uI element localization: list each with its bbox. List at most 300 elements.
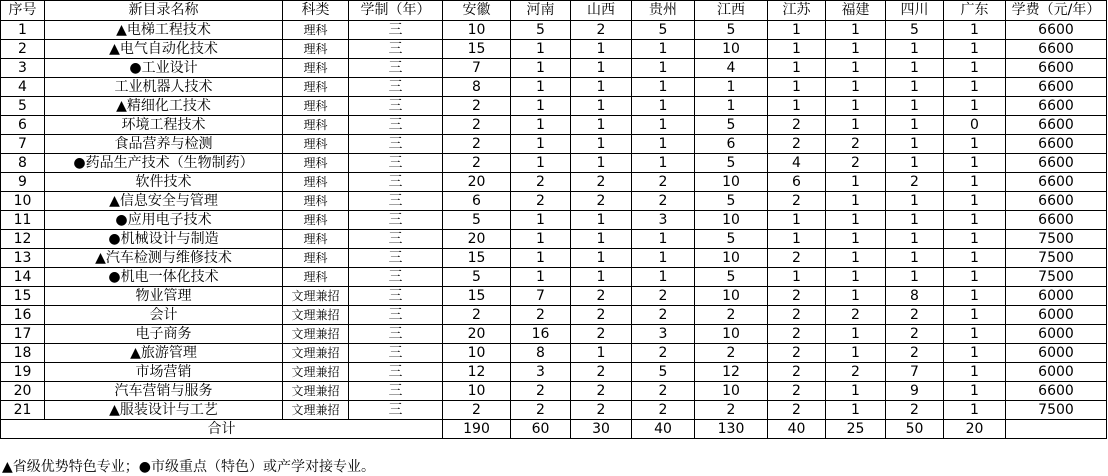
quota-sichuan: 1 xyxy=(886,192,944,211)
major-name: 物业管理 xyxy=(45,287,283,306)
duration: 三 xyxy=(349,344,443,363)
quota-guangdong: 1 xyxy=(944,363,1006,382)
quota-jiangxi: 10 xyxy=(695,211,768,230)
subject-type: 理科 xyxy=(283,135,349,154)
major-name: ▲电气自动化技术 xyxy=(45,40,283,59)
quota-jiangsu: 2 xyxy=(768,306,826,325)
major-name: ●药品生产技术（生物制药） xyxy=(45,154,283,173)
total-cell: 60 xyxy=(511,420,571,439)
quota-jiangxi: 10 xyxy=(695,40,768,59)
quota-guangdong: 1 xyxy=(944,154,1006,173)
quota-shanxi: 1 xyxy=(571,268,632,287)
row-index: 20 xyxy=(1,382,45,401)
quota-guizhou: 1 xyxy=(632,97,695,116)
table-row xyxy=(1,40,1107,59)
row-index: 15 xyxy=(1,287,45,306)
column-header: 学费（元/年） xyxy=(1006,1,1107,21)
quota-henan: 1 xyxy=(511,59,571,78)
quota-fujian: 1 xyxy=(826,97,886,116)
major-name: 软件技术 xyxy=(45,173,283,192)
quota-anhui: 2 xyxy=(443,154,511,173)
quota-henan: 1 xyxy=(511,154,571,173)
subject-type: 文理兼招 xyxy=(283,325,349,344)
major-name: 市场营销 xyxy=(45,363,283,382)
tuition: 6600 xyxy=(1006,116,1107,135)
quota-sichuan: 2 xyxy=(886,306,944,325)
column-header: 四川 xyxy=(886,1,944,21)
quota-shanxi: 1 xyxy=(571,40,632,59)
tuition: 6600 xyxy=(1006,59,1107,78)
column-header: 学制（年） xyxy=(349,1,443,21)
quota-henan: 2 xyxy=(511,382,571,401)
tuition: 7500 xyxy=(1006,249,1107,268)
quota-guizhou: 2 xyxy=(632,173,695,192)
quota-jiangxi: 10 xyxy=(695,287,768,306)
quota-henan: 5 xyxy=(511,21,571,40)
quota-jiangxi: 1 xyxy=(695,97,768,116)
tuition: 6600 xyxy=(1006,97,1107,116)
quota-shanxi: 2 xyxy=(571,306,632,325)
subject-type: 理科 xyxy=(283,268,349,287)
quota-guangdong: 1 xyxy=(944,268,1006,287)
quota-henan: 1 xyxy=(511,268,571,287)
duration: 三 xyxy=(349,382,443,401)
row-index: 21 xyxy=(1,401,45,420)
quota-guangdong: 0 xyxy=(944,116,1006,135)
row-index: 2 xyxy=(1,40,45,59)
quota-guizhou: 1 xyxy=(632,59,695,78)
quota-anhui: 15 xyxy=(443,287,511,306)
subject-type: 理科 xyxy=(283,21,349,40)
quota-henan: 1 xyxy=(511,211,571,230)
quota-shanxi: 1 xyxy=(571,78,632,97)
quota-anhui: 12 xyxy=(443,363,511,382)
column-header: 河南 xyxy=(511,1,571,21)
quota-guizhou: 1 xyxy=(632,135,695,154)
major-name: 会计 xyxy=(45,306,283,325)
quota-anhui: 10 xyxy=(443,21,511,40)
subject-type: 文理兼招 xyxy=(283,344,349,363)
table-row xyxy=(1,154,1107,173)
subject-type: 文理兼招 xyxy=(283,401,349,420)
quota-sichuan: 1 xyxy=(886,59,944,78)
tuition: 7500 xyxy=(1006,268,1107,287)
subject-type: 理科 xyxy=(283,40,349,59)
quota-fujian: 1 xyxy=(826,230,886,249)
quota-guizhou: 2 xyxy=(632,382,695,401)
duration: 三 xyxy=(349,40,443,59)
tuition: 6600 xyxy=(1006,21,1107,40)
table-row xyxy=(1,363,1107,382)
quota-fujian: 2 xyxy=(826,306,886,325)
quota-guangdong: 1 xyxy=(944,97,1006,116)
column-header: 新目录名称 xyxy=(45,1,283,21)
quota-jiangsu: 4 xyxy=(768,154,826,173)
row-index: 16 xyxy=(1,306,45,325)
quota-anhui: 2 xyxy=(443,135,511,154)
quota-henan: 8 xyxy=(511,344,571,363)
major-name: ●机电一体化技术 xyxy=(45,268,283,287)
quota-guizhou: 5 xyxy=(632,21,695,40)
quota-jiangsu: 1 xyxy=(768,211,826,230)
quota-jiangxi: 10 xyxy=(695,382,768,401)
quota-henan: 3 xyxy=(511,363,571,382)
total-cell: 40 xyxy=(768,420,826,439)
table-row xyxy=(1,325,1107,344)
quota-fujian: 1 xyxy=(826,401,886,420)
quota-guizhou: 2 xyxy=(632,344,695,363)
quota-sichuan: 1 xyxy=(886,230,944,249)
table-body xyxy=(1,21,1107,420)
quota-shanxi: 1 xyxy=(571,97,632,116)
quota-anhui: 6 xyxy=(443,192,511,211)
quota-fujian: 1 xyxy=(826,192,886,211)
quota-anhui: 20 xyxy=(443,173,511,192)
total-row xyxy=(1,420,1107,439)
tuition: 7500 xyxy=(1006,230,1107,249)
total-cell: 20 xyxy=(944,420,1006,439)
duration: 三 xyxy=(349,21,443,40)
table-row xyxy=(1,344,1107,363)
quota-jiangxi: 10 xyxy=(695,325,768,344)
quota-jiangxi: 5 xyxy=(695,192,768,211)
major-name: ▲信息安全与管理 xyxy=(45,192,283,211)
quota-guangdong: 1 xyxy=(944,78,1006,97)
row-index: 19 xyxy=(1,363,45,382)
quota-jiangsu: 2 xyxy=(768,401,826,420)
row-index: 7 xyxy=(1,135,45,154)
table-row xyxy=(1,135,1107,154)
quota-jiangsu: 2 xyxy=(768,344,826,363)
row-index: 14 xyxy=(1,268,45,287)
duration: 三 xyxy=(349,135,443,154)
quota-guizhou: 1 xyxy=(632,268,695,287)
duration: 三 xyxy=(349,97,443,116)
column-header: 山西 xyxy=(571,1,632,21)
quota-shanxi: 1 xyxy=(571,135,632,154)
quota-anhui: 10 xyxy=(443,344,511,363)
quota-henan: 1 xyxy=(511,40,571,59)
quota-guizhou: 2 xyxy=(632,401,695,420)
quota-guangdong: 1 xyxy=(944,325,1006,344)
quota-fujian: 1 xyxy=(826,78,886,97)
quota-anhui: 7 xyxy=(443,59,511,78)
quota-jiangsu: 1 xyxy=(768,40,826,59)
quota-guangdong: 1 xyxy=(944,382,1006,401)
duration: 三 xyxy=(349,78,443,97)
row-index: 9 xyxy=(1,173,45,192)
total-cell: 30 xyxy=(571,420,632,439)
quota-shanxi: 2 xyxy=(571,173,632,192)
total-label: 合计 xyxy=(1,420,443,439)
row-index: 6 xyxy=(1,116,45,135)
quota-henan: 2 xyxy=(511,401,571,420)
major-name: 食品营养与检测 xyxy=(45,135,283,154)
quota-fujian: 2 xyxy=(826,363,886,382)
table-row xyxy=(1,230,1107,249)
quota-henan: 16 xyxy=(511,325,571,344)
quota-henan: 7 xyxy=(511,287,571,306)
quota-anhui: 2 xyxy=(443,306,511,325)
quota-anhui: 20 xyxy=(443,230,511,249)
table-row xyxy=(1,97,1107,116)
subject-type: 文理兼招 xyxy=(283,382,349,401)
table-row xyxy=(1,382,1107,401)
quota-guizhou: 1 xyxy=(632,230,695,249)
tuition: 6600 xyxy=(1006,192,1107,211)
quota-guangdong: 1 xyxy=(944,344,1006,363)
table-row xyxy=(1,306,1107,325)
row-index: 5 xyxy=(1,97,45,116)
duration: 三 xyxy=(349,192,443,211)
quota-sichuan: 8 xyxy=(886,287,944,306)
quota-jiangxi: 5 xyxy=(695,268,768,287)
quota-sichuan: 1 xyxy=(886,211,944,230)
quota-shanxi: 2 xyxy=(571,287,632,306)
column-header: 江苏 xyxy=(768,1,826,21)
column-header: 序号 xyxy=(1,1,45,21)
quota-jiangxi: 10 xyxy=(695,173,768,192)
subject-type: 理科 xyxy=(283,78,349,97)
subject-type: 文理兼招 xyxy=(283,306,349,325)
subject-type: 文理兼招 xyxy=(283,363,349,382)
tuition: 6600 xyxy=(1006,78,1107,97)
quota-guangdong: 1 xyxy=(944,173,1006,192)
tuition: 6000 xyxy=(1006,306,1107,325)
quota-guizhou: 3 xyxy=(632,325,695,344)
quota-sichuan: 1 xyxy=(886,97,944,116)
subject-type: 理科 xyxy=(283,59,349,78)
quota-henan: 1 xyxy=(511,135,571,154)
quota-henan: 2 xyxy=(511,173,571,192)
quota-shanxi: 1 xyxy=(571,249,632,268)
quota-shanxi: 1 xyxy=(571,154,632,173)
table-row xyxy=(1,78,1107,97)
quota-sichuan: 2 xyxy=(886,401,944,420)
quota-jiangxi: 2 xyxy=(695,344,768,363)
quota-jiangxi: 6 xyxy=(695,135,768,154)
quota-henan: 1 xyxy=(511,97,571,116)
quota-guizhou: 1 xyxy=(632,249,695,268)
major-name: ▲精细化工技术 xyxy=(45,97,283,116)
duration: 三 xyxy=(349,230,443,249)
quota-sichuan: 5 xyxy=(886,21,944,40)
quota-henan: 2 xyxy=(511,192,571,211)
major-name: 汽车营销与服务 xyxy=(45,382,283,401)
quota-jiangsu: 2 xyxy=(768,382,826,401)
quota-sichuan: 2 xyxy=(886,173,944,192)
quota-jiangsu: 1 xyxy=(768,78,826,97)
quota-guizhou: 2 xyxy=(632,287,695,306)
table-row xyxy=(1,268,1107,287)
quota-guangdong: 1 xyxy=(944,230,1006,249)
quota-anhui: 2 xyxy=(443,116,511,135)
quota-jiangxi: 5 xyxy=(695,116,768,135)
quota-guizhou: 1 xyxy=(632,116,695,135)
quota-sichuan: 1 xyxy=(886,135,944,154)
quota-fujian: 1 xyxy=(826,116,886,135)
quota-guangdong: 1 xyxy=(944,21,1006,40)
quota-jiangsu: 1 xyxy=(768,97,826,116)
quota-jiangsu: 6 xyxy=(768,173,826,192)
quota-fujian: 1 xyxy=(826,382,886,401)
duration: 三 xyxy=(349,325,443,344)
row-index: 4 xyxy=(1,78,45,97)
duration: 三 xyxy=(349,287,443,306)
duration: 三 xyxy=(349,116,443,135)
quota-fujian: 1 xyxy=(826,287,886,306)
row-index: 12 xyxy=(1,230,45,249)
quota-shanxi: 1 xyxy=(571,230,632,249)
quota-guizhou: 3 xyxy=(632,211,695,230)
quota-jiangxi: 5 xyxy=(695,230,768,249)
row-index: 8 xyxy=(1,154,45,173)
major-name: ●工业设计 xyxy=(45,59,283,78)
duration: 三 xyxy=(349,268,443,287)
quota-guizhou: 2 xyxy=(632,192,695,211)
quota-fujian: 1 xyxy=(826,211,886,230)
table-row xyxy=(1,59,1107,78)
quota-shanxi: 1 xyxy=(571,211,632,230)
tuition: 6000 xyxy=(1006,344,1107,363)
quota-fujian: 1 xyxy=(826,40,886,59)
column-header: 福建 xyxy=(826,1,886,21)
total-cell: 130 xyxy=(695,420,768,439)
quota-sichuan: 7 xyxy=(886,363,944,382)
quota-sichuan: 2 xyxy=(886,344,944,363)
quota-jiangxi: 5 xyxy=(695,21,768,40)
tuition: 6000 xyxy=(1006,325,1107,344)
duration: 三 xyxy=(349,154,443,173)
quota-jiangxi: 12 xyxy=(695,363,768,382)
table-row xyxy=(1,116,1107,135)
major-name: 电子商务 xyxy=(45,325,283,344)
major-name: ●应用电子技术 xyxy=(45,211,283,230)
quota-anhui: 15 xyxy=(443,249,511,268)
row-index: 11 xyxy=(1,211,45,230)
tuition: 7500 xyxy=(1006,401,1107,420)
subject-type: 理科 xyxy=(283,249,349,268)
quota-guizhou: 2 xyxy=(632,306,695,325)
major-name: ●机械设计与制造 xyxy=(45,230,283,249)
quota-jiangsu: 2 xyxy=(768,363,826,382)
quota-anhui: 2 xyxy=(443,401,511,420)
subject-type: 理科 xyxy=(283,154,349,173)
subject-type: 文理兼招 xyxy=(283,287,349,306)
quota-fujian: 1 xyxy=(826,344,886,363)
quota-jiangxi: 4 xyxy=(695,59,768,78)
subject-type: 理科 xyxy=(283,97,349,116)
table-row xyxy=(1,21,1107,40)
quota-guizhou: 5 xyxy=(632,363,695,382)
quota-anhui: 20 xyxy=(443,325,511,344)
quota-guangdong: 1 xyxy=(944,59,1006,78)
quota-jiangsu: 2 xyxy=(768,325,826,344)
tuition: 6600 xyxy=(1006,211,1107,230)
quota-guangdong: 1 xyxy=(944,287,1006,306)
total-cell: 40 xyxy=(632,420,695,439)
quota-jiangsu: 2 xyxy=(768,287,826,306)
row-index: 13 xyxy=(1,249,45,268)
table-row xyxy=(1,211,1107,230)
major-name: 环境工程技术 xyxy=(45,116,283,135)
duration: 三 xyxy=(349,173,443,192)
row-index: 3 xyxy=(1,59,45,78)
duration: 三 xyxy=(349,401,443,420)
quota-guangdong: 1 xyxy=(944,306,1006,325)
quota-fujian: 1 xyxy=(826,249,886,268)
quota-sichuan: 1 xyxy=(886,116,944,135)
quota-anhui: 10 xyxy=(443,382,511,401)
quota-sichuan: 1 xyxy=(886,268,944,287)
column-header: 安徽 xyxy=(443,1,511,21)
quota-shanxi: 2 xyxy=(571,363,632,382)
quota-guangdong: 1 xyxy=(944,249,1006,268)
quota-jiangxi: 5 xyxy=(695,154,768,173)
row-index: 1 xyxy=(1,21,45,40)
quota-shanxi: 1 xyxy=(571,344,632,363)
quota-jiangsu: 1 xyxy=(768,21,826,40)
quota-guangdong: 1 xyxy=(944,40,1006,59)
quota-guizhou: 1 xyxy=(632,78,695,97)
total-cell: 50 xyxy=(886,420,944,439)
quota-anhui: 5 xyxy=(443,268,511,287)
subject-type: 理科 xyxy=(283,173,349,192)
quota-shanxi: 2 xyxy=(571,382,632,401)
table-row xyxy=(1,287,1107,306)
quota-jiangxi: 2 xyxy=(695,401,768,420)
tuition: 6000 xyxy=(1006,287,1107,306)
quota-jiangsu: 1 xyxy=(768,230,826,249)
tuition: 6600 xyxy=(1006,135,1107,154)
subject-type: 理科 xyxy=(283,192,349,211)
column-header: 科类 xyxy=(283,1,349,21)
quota-jiangsu: 1 xyxy=(768,59,826,78)
quota-guizhou: 1 xyxy=(632,154,695,173)
quota-anhui: 5 xyxy=(443,211,511,230)
quota-shanxi: 2 xyxy=(571,21,632,40)
quota-sichuan: 2 xyxy=(886,325,944,344)
quota-guangdong: 1 xyxy=(944,211,1006,230)
row-index: 17 xyxy=(1,325,45,344)
quota-sichuan: 1 xyxy=(886,40,944,59)
column-header: 广东 xyxy=(944,1,1006,21)
quota-jiangsu: 2 xyxy=(768,249,826,268)
quota-sichuan: 9 xyxy=(886,382,944,401)
table-row xyxy=(1,401,1107,420)
column-header: 江西 xyxy=(695,1,768,21)
quota-sichuan: 1 xyxy=(886,78,944,97)
quota-jiangxi: 1 xyxy=(695,78,768,97)
duration: 三 xyxy=(349,211,443,230)
quota-anhui: 15 xyxy=(443,40,511,59)
quota-fujian: 1 xyxy=(826,21,886,40)
tuition: 6600 xyxy=(1006,173,1107,192)
quota-guangdong: 1 xyxy=(944,192,1006,211)
duration: 三 xyxy=(349,59,443,78)
quota-shanxi: 2 xyxy=(571,325,632,344)
quota-shanxi: 2 xyxy=(571,192,632,211)
quota-jiangsu: 2 xyxy=(768,135,826,154)
quota-fujian: 1 xyxy=(826,173,886,192)
quota-guangdong: 1 xyxy=(944,401,1006,420)
quota-henan: 2 xyxy=(511,306,571,325)
duration: 三 xyxy=(349,306,443,325)
quota-guizhou: 1 xyxy=(632,40,695,59)
column-header: 贵州 xyxy=(632,1,695,21)
quota-jiangxi: 2 xyxy=(695,306,768,325)
quota-henan: 1 xyxy=(511,78,571,97)
